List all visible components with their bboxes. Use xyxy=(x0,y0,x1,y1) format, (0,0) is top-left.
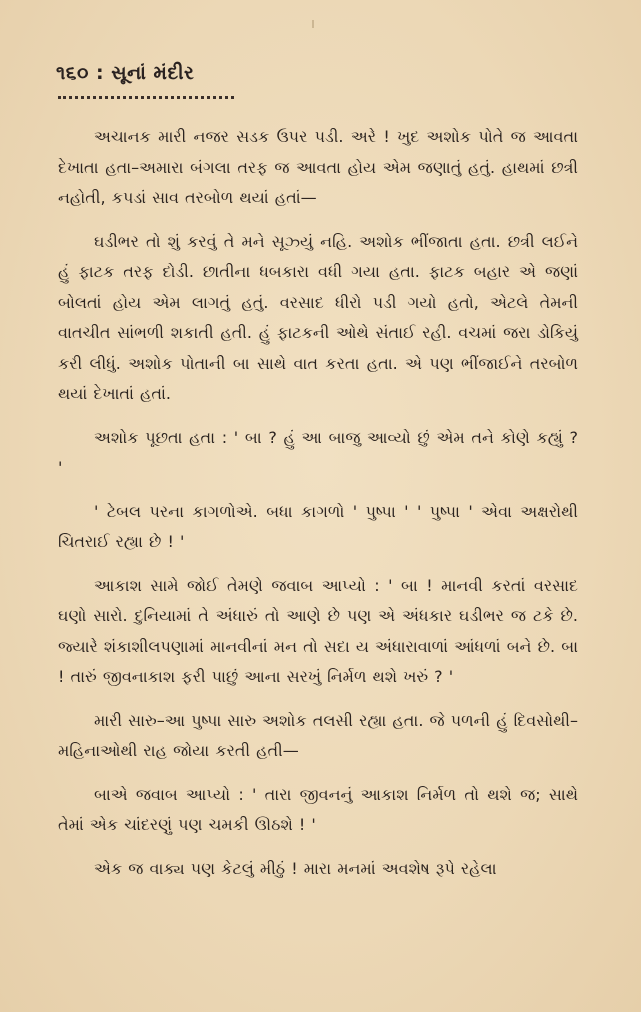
header-dotted-rule xyxy=(58,96,234,99)
paragraph-7: બાએ જવાબ આપ્યો : ' તારા જીવનનું આકાશ નિર્મળ તો થશે જ; સાથે તેમાં એક ચાંદરણું પણ ચમકી ઊઠશે ! ' xyxy=(58,784,578,834)
paragraph-2: ઘડીભર તો શું કરવું તે મને સૂઝ્યું નહિ. અશોક ભીંજાતા હતા. છત્રી લઈને હું ફાટક તરફ દોડી. છાતીના ધબકારા વધી ગયા હતા. ફાટક બહાર એ જણાં બોલતાં હોય એમ લાગતું હતું. વરસાદ ધીરો પડી ગયો હતો, એટલે તેમની વાતચીત સાંભળી શકાતી હતી. હું ફાટકની ઓથે સંતાઈ રહી. વચમાં જરા ડોકિયું કરી લીધું. અશોક પોતાની બા સાથે વાત કરતા હતા. એ પણ ભીંજાઈને તરબોળ થયાં દેખાતાં હતાં. xyxy=(58,231,578,403)
page-mark xyxy=(312,20,314,28)
running-header: ૧૬૦ : સૂનાં મંદીર xyxy=(56,62,195,84)
body-text xyxy=(58,122,578,897)
paragraph-4: ' ટેબલ પરના કાગળોએ. બધા કાગળો ' પુષ્પા ' ' પુષ્પા ' એવા અક્ષરોથી ચિતરાઈ રહ્યા છે ! ' xyxy=(58,501,578,551)
paragraph-1: અચાનક મારી નજર સડક ઉપર પડી. અરે ! ખુદ અશોક પોતે જ આવતા દેખાતા હતા–અમારા બંગલા તરફ જ આવતા હોય એમ જણાતું હતું. હાથમાં છત્રી નહોતી, કપડાં સાવ તરબોળ થયાં હતાં— xyxy=(58,127,578,207)
paragraph-3: અશોક પૂછતા હતા : ' બા ? હું આ બાજુ આવ્યો છું એમ તને કોણે કહ્યું ? ' xyxy=(58,427,578,477)
paragraph-8: એક જ વાક્ય પણ કેટલું મીઠું ! મારા મનમાં અવશેષ રૂપે રહેલા xyxy=(94,858,497,878)
paragraph-6: મારી સારુ–આ પુષ્પા સારુ અશોક તલસી રહ્યા હતા. જે પળની હું દિવસોથી–મહિનાઓથી રાહ જોયા કરતી હતી— xyxy=(58,710,578,760)
paragraph-5: આકાશ સામે જોઈ તેમણે જવાબ આપ્યો : ' બા ! માનવી કરતાં વરસાદ ઘણો સારો. દુનિયામાં તે અંધારું તો આણે છે પણ એ અંધકાર ઘડીભર જ ટકે છે. જ્યારે શંકાશીલપણામાં માનવીનાં મન તો સદા ય અંધારાવાળાં આંધળાં બને છે. બા ! તારું જીવનાકાશ ફરી પાછું આના સરખું નિર્મળ થશે ખરું ? ' xyxy=(58,575,578,686)
